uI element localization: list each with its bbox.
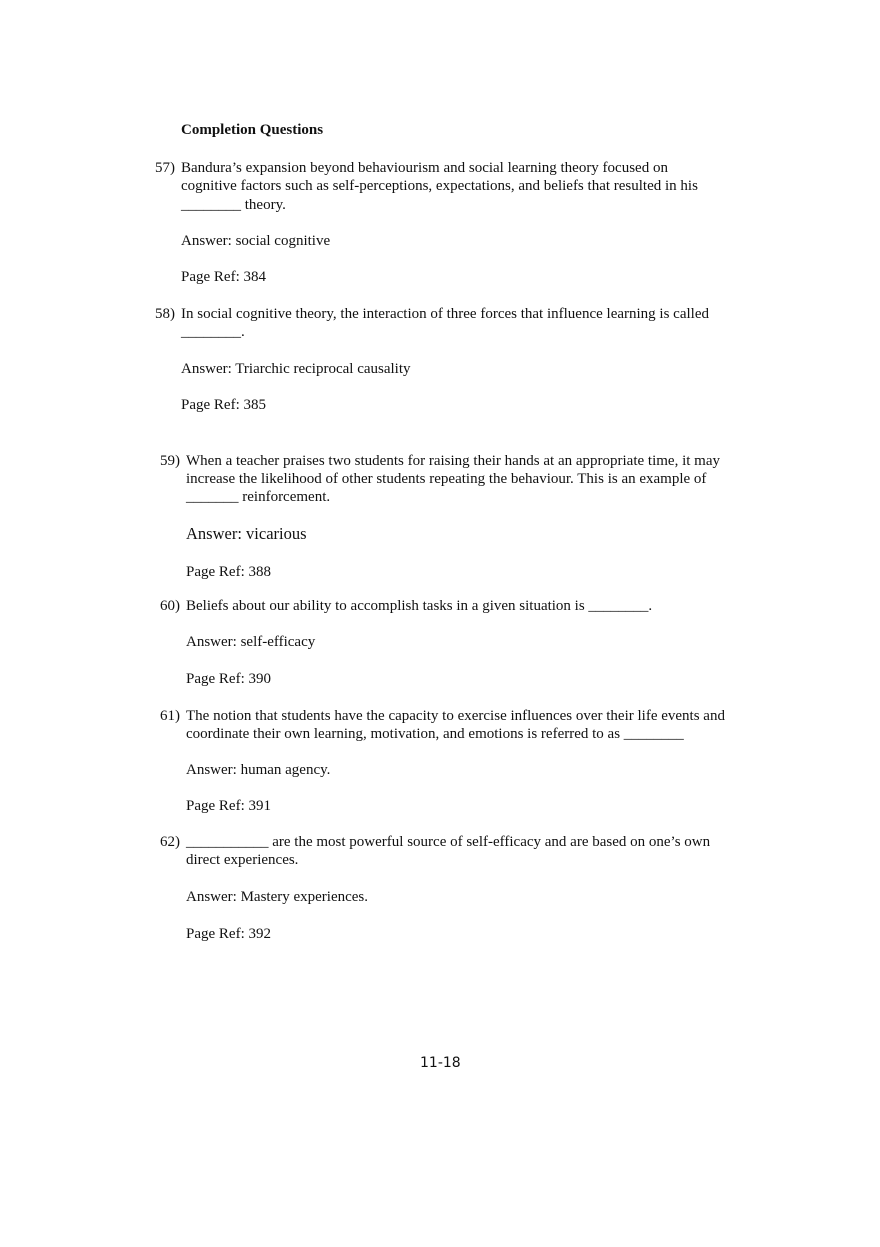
question-text: _______ reinforcement. bbox=[186, 489, 331, 505]
question-text: Beliefs about our ability to accomplish tasks in a given situation is ________. bbox=[186, 598, 653, 614]
page-ref: Page Ref: 385 bbox=[181, 397, 266, 413]
answer: Answer: Triarchic reciprocal causality bbox=[181, 361, 411, 377]
page-ref: Page Ref: 391 bbox=[186, 798, 271, 814]
question-text: The notion that students have the capacity to exercise influences over their life events and bbox=[186, 708, 725, 724]
question-number: 62) bbox=[160, 834, 180, 850]
question-number: 58) bbox=[155, 306, 175, 322]
question-text: ___________ are the most powerful source of self-efficacy and are based on one’s own bbox=[186, 834, 711, 850]
page-ref: Page Ref: 388 bbox=[186, 564, 271, 580]
question-number: 59) bbox=[160, 453, 180, 469]
section-heading: Completion Questions bbox=[181, 122, 324, 138]
question-number: 57) bbox=[155, 160, 175, 176]
page-ref: Page Ref: 384 bbox=[181, 269, 266, 285]
question-text: direct experiences. bbox=[186, 852, 299, 868]
page-number: 11-18 bbox=[420, 1055, 461, 1071]
question-text: coordinate their own learning, motivation, and emotions is referred to as ________ bbox=[186, 726, 684, 742]
answer: Answer: Mastery experiences. bbox=[186, 889, 369, 905]
question-text: cognitive factors such as self-perceptions, expectations, and beliefs that resulted in his bbox=[181, 178, 698, 194]
answer: Answer: self-efficacy bbox=[186, 634, 316, 650]
question-number: 61) bbox=[160, 708, 180, 724]
question-text: ________. bbox=[181, 324, 245, 340]
page-ref: Page Ref: 390 bbox=[186, 671, 271, 687]
answer: Answer: vicarious bbox=[186, 524, 307, 543]
question-number: 60) bbox=[160, 598, 180, 614]
page-ref: Page Ref: 392 bbox=[186, 926, 271, 942]
question-text: In social cognitive theory, the interaction of three forces that influence learning is called bbox=[181, 306, 709, 322]
question-text: increase the likelihood of other students repeating the behaviour. This is an example of bbox=[186, 471, 707, 487]
question-text: ________ theory. bbox=[181, 197, 286, 213]
answer: Answer: human agency. bbox=[186, 762, 331, 778]
question-text: Bandura’s expansion beyond behaviourism and social learning theory focused on bbox=[181, 160, 668, 176]
question-text: When a teacher praises two students for raising their hands at an appropriate time, it may bbox=[186, 453, 720, 469]
answer: Answer: social cognitive bbox=[181, 233, 331, 249]
